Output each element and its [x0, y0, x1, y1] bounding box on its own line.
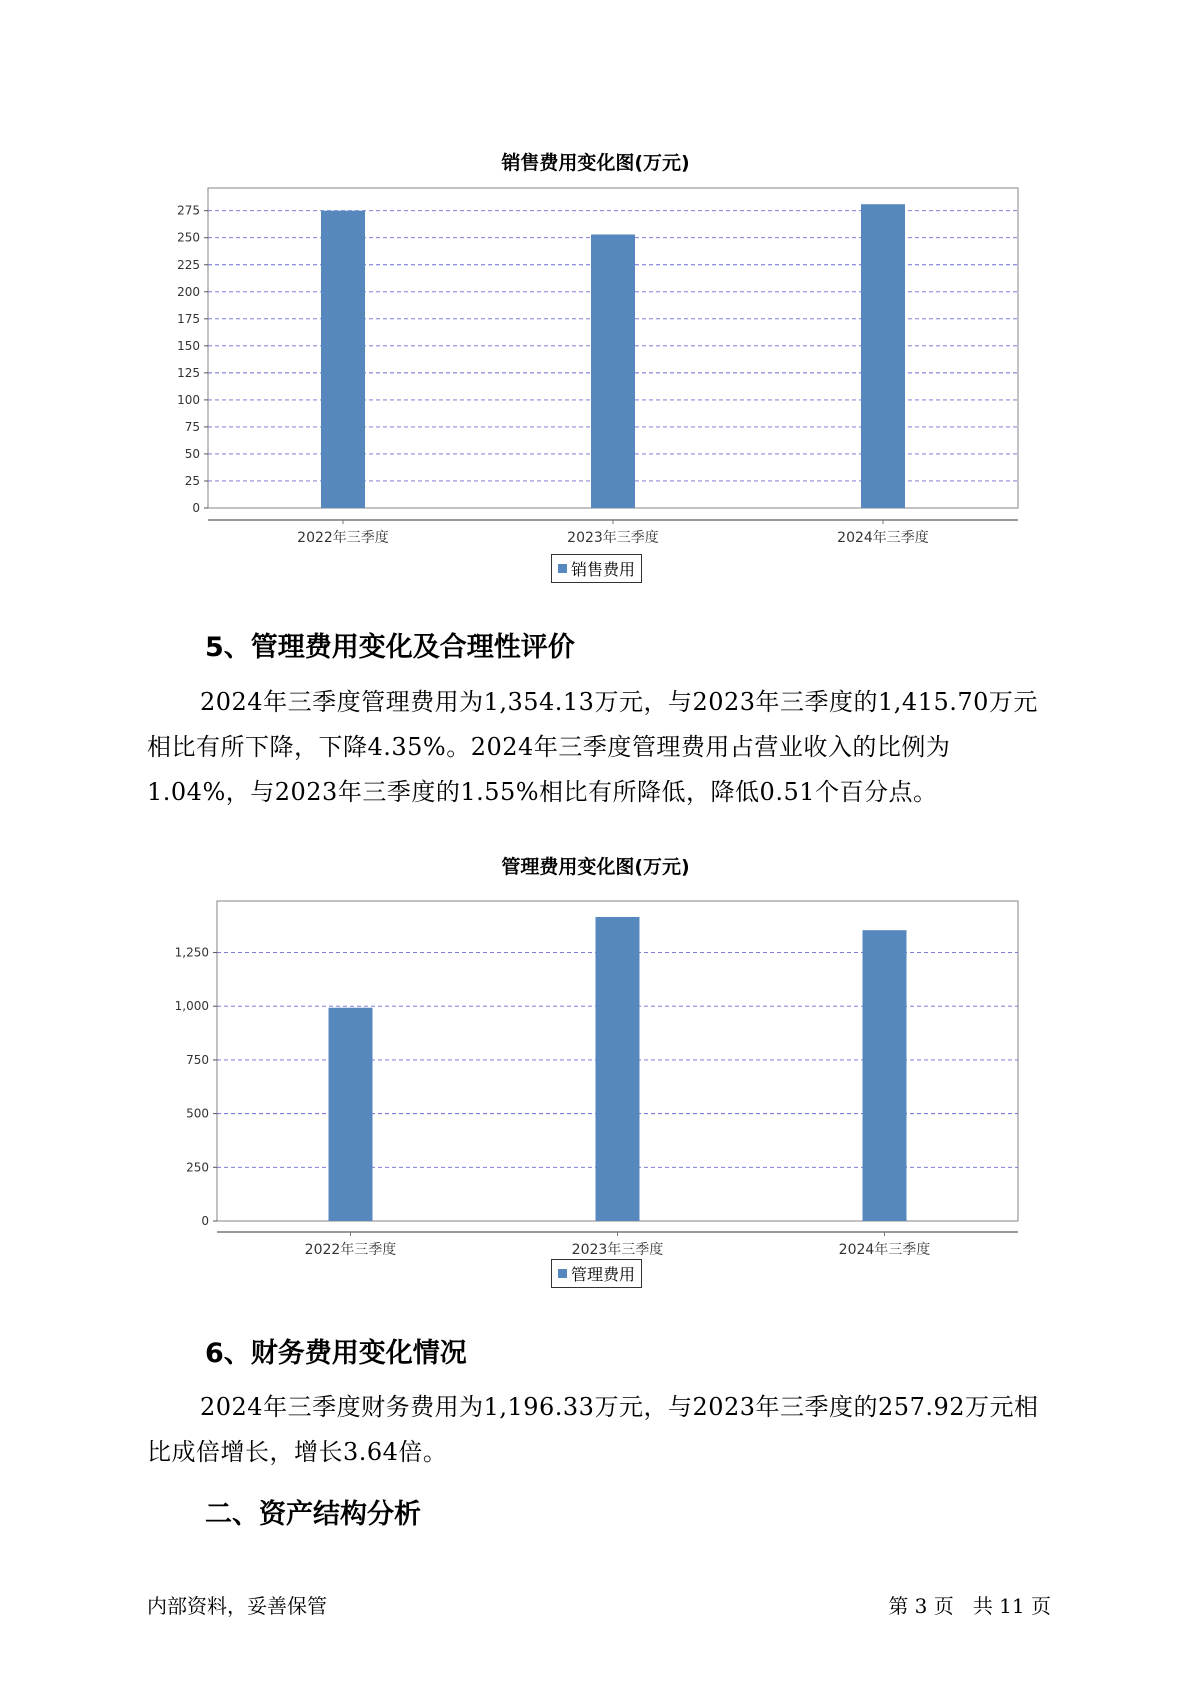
y-tick-label: 75 — [184, 419, 200, 434]
bar — [596, 917, 640, 1221]
legend-swatch — [558, 1269, 567, 1278]
y-tick-label: 150 — [177, 338, 200, 353]
chart1-legend — [551, 554, 642, 583]
y-tick-label: 225 — [177, 257, 200, 272]
bar — [329, 1008, 373, 1221]
x-tick-label: 2022年三季度 — [304, 1242, 397, 1255]
legend-label: 销售费用 — [571, 560, 636, 579]
y-tick-label: 500 — [186, 1106, 209, 1121]
legend-label: 管理费用 — [571, 1265, 636, 1284]
x-tick-label: 2023年三季度 — [567, 530, 659, 546]
y-tick-label: 275 — [177, 203, 200, 218]
x-tick-label: 2023年三季度 — [571, 1242, 664, 1255]
bar — [591, 234, 635, 508]
y-tick-label: 50 — [184, 446, 200, 461]
bar — [861, 204, 905, 508]
y-tick-label: 250 — [177, 230, 200, 245]
x-tick-label: 2022年三季度 — [297, 530, 389, 546]
y-tick-label: 750 — [186, 1052, 209, 1067]
footer-page-number: 第 3 页 共 11 页 — [888, 1594, 1051, 1618]
chart2-title: 管理费用变化图(万元) — [501, 856, 690, 878]
admin-expense-chart — [0, 875, 1191, 1255]
sales-expense-chart — [0, 170, 1191, 550]
y-tick-label: 1,000 — [174, 999, 209, 1014]
footer-confidential: 内部资料，妥善保管 — [147, 1594, 327, 1618]
bar — [321, 211, 365, 508]
y-tick-label: 175 — [177, 311, 200, 326]
legend-swatch — [558, 564, 567, 573]
y-tick-label: 0 — [201, 1214, 209, 1228]
section5-heading: 5、管理费用变化及合理性评价 — [205, 632, 575, 663]
y-tick-label: 1,250 — [174, 945, 209, 960]
section5-paragraph: 2024年三季度管理费用为1,354.13万元，与2023年三季度的1,415.70万元相比有所下降，下降4.35%。2024年三季度管理费用占营业收入的比例为1.04%，与2023年三季度的1.55%相比有所降低，降低0.51个百分点。 — [147, 688, 1038, 806]
section6-heading: 6、财务费用变化情况 — [205, 1338, 467, 1369]
y-tick-label: 0 — [192, 501, 200, 515]
y-tick-label: 250 — [186, 1160, 209, 1175]
y-tick-label: 25 — [184, 473, 200, 488]
x-tick-label: 2024年三季度 — [837, 530, 929, 546]
y-tick-label: 200 — [177, 284, 200, 299]
section-two-heading: 二、资产结构分析 — [205, 1499, 421, 1530]
y-tick-label: 100 — [177, 392, 200, 407]
chart1-title: 销售费用变化图(万元) — [501, 152, 690, 174]
y-tick-label: 125 — [177, 365, 200, 380]
section6-paragraph: 2024年三季度财务费用为1,196.33万元，与2023年三季度的257.92万元相比成倍增长，增长3.64倍。 — [147, 1393, 1039, 1466]
x-tick-label: 2024年三季度 — [838, 1242, 931, 1255]
bar — [863, 930, 907, 1221]
chart2-legend — [551, 1259, 642, 1288]
